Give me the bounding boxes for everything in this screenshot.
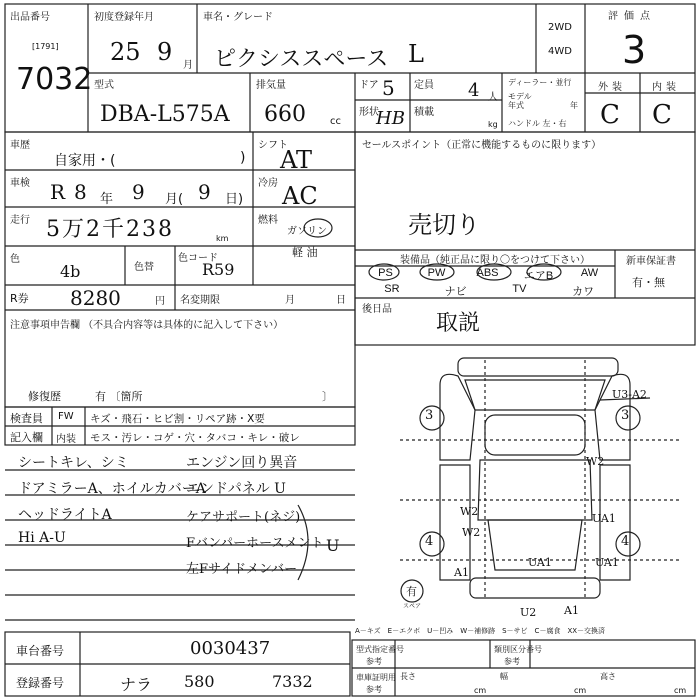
inspection-label: 車検 (10, 178, 30, 189)
after-label: 後日品 (362, 304, 392, 315)
chassis-label: 車台番号 (16, 644, 65, 658)
reg-num: 7332 (272, 672, 313, 691)
inspection-month-unit: 月( (165, 192, 184, 207)
diagram-mark-5: W2 (586, 455, 605, 468)
note-line-7: ケアサポート(ネジ) (186, 510, 301, 525)
cm-unit-3: cm (674, 686, 687, 695)
diagram-mark-9: UA1 (528, 556, 552, 569)
repair-close: 〕 (322, 390, 333, 403)
displacement-label: 排気量 (256, 80, 286, 91)
mileage-value: 5万2千238 (46, 217, 174, 242)
equipment-item: エアB (523, 270, 554, 282)
inspector-label-2: 記入欄 (10, 431, 43, 444)
lot-sub: [1791] (32, 42, 59, 51)
repair-label: 修復歴 (28, 390, 61, 403)
lot-number: 7032 (16, 62, 93, 97)
model-year-label: モデル年式 (508, 92, 532, 110)
sales-label: セールスポイント（正常に機能するものに限ります） (362, 140, 602, 151)
inspection-era: R (50, 180, 66, 204)
mileage-unit: km (216, 234, 229, 243)
note-line-1: シートキレ、シミ (18, 455, 129, 471)
reg-class: 580 (184, 672, 215, 691)
inspection-year: 8 (74, 180, 87, 204)
diagram-mark-4: 4 (621, 534, 630, 549)
exterior-grade: C (600, 100, 620, 130)
legend: A－キズ E－エクボ U－凹み W－補修跡 S－サビ C－腐食 XX－交換済 (355, 627, 606, 635)
equipment-item: TV (512, 283, 527, 295)
equipment-item: AW (580, 267, 599, 279)
inspection-year-unit: 年 (100, 192, 114, 207)
month-unit: 月 (183, 60, 193, 71)
repair-value: 有 〔箇所 (95, 390, 143, 403)
diagram-mark-3: 4 (425, 534, 434, 549)
diagram-mark-13: A1 (564, 604, 579, 617)
diagram-mark-1: 3 (425, 408, 434, 423)
dealer-label: ディーラー・並行 (508, 78, 572, 87)
notes-label: 注意事項申告欄 （不具合内容等は具体的に記入して下さい） (10, 320, 284, 331)
model-name: ピクシススペース (214, 47, 389, 72)
class-label: 類別区分番号 (494, 645, 542, 654)
diagram-mark-8: UA1 (592, 512, 616, 525)
cert-label: 車庫証明用 (356, 673, 396, 682)
warranty-label: 新車保証書 (626, 256, 676, 267)
displacement-value: 660 (264, 102, 306, 127)
note-line-4: Hi A-U (18, 530, 66, 546)
interior-grade: C (652, 100, 672, 130)
interior-check-label: 内装 (56, 434, 76, 445)
class-ref: 参考 (504, 657, 520, 666)
diagram-mark-7: W2 (462, 526, 481, 539)
note-line-8: Fバンパーホースメント (186, 536, 324, 551)
color-label: 色 (10, 254, 20, 265)
shift-label: シフト (258, 140, 288, 151)
recycle-label: R券 (10, 292, 29, 305)
door-label: ドア (359, 80, 379, 91)
after-value: 取説 (436, 311, 481, 336)
color-value: 4b (60, 262, 81, 281)
reg-year: 25 (110, 38, 141, 66)
shape-value: HB (376, 108, 405, 129)
note-line-5: エンジン回り異音 (186, 455, 298, 471)
color-change-label: 色替 (134, 262, 154, 273)
fw-text: キズ・飛石・ヒビ割・リペア跡・X要 (90, 413, 265, 425)
rename-month: 月 (285, 295, 295, 306)
door-value: 5 (382, 76, 395, 100)
reg-date-label: 初度登録年月 (94, 12, 154, 23)
height-label: 高さ (600, 672, 616, 681)
fuel-label: 燃料 (258, 215, 278, 226)
history-label: 車歴 (10, 140, 30, 151)
year-unit: 年 (570, 101, 578, 110)
type-value: DBA-L575A (100, 102, 230, 127)
diagram-mark-12: U2 (520, 606, 537, 619)
diagram-mark-6: W2 (460, 505, 479, 518)
inspection-day: 9 (198, 180, 211, 204)
ac-label: 冷房 (258, 178, 278, 189)
note-line-6: エンドパネル U (186, 481, 286, 497)
diagram-mark-10: UA1 (595, 556, 619, 569)
grade: L (408, 40, 424, 68)
diagram-mark-11: A1 (454, 566, 469, 579)
score-value: 3 (622, 28, 647, 72)
diagram-mark-14: U3-A2 (612, 388, 647, 401)
equipment-item: PS (378, 267, 393, 279)
type-label: 型式 (94, 80, 114, 91)
inspector-label-1: 検査員 (10, 412, 43, 425)
length-label: 長さ (400, 672, 416, 681)
design-label: 型式指定番号 (356, 645, 404, 654)
rename-day: 日 (336, 295, 346, 306)
equipment-item: SR (384, 283, 400, 295)
cert-ref: 参考 (366, 685, 382, 694)
drive-4wd: 4WD (548, 46, 572, 57)
spare-label: 有 (406, 585, 417, 598)
model-label: 車名・グレード (203, 12, 273, 23)
reg-month: 9 (157, 38, 173, 66)
note-line-9: 左Fサイドメンバー (186, 562, 298, 577)
fuel-gas: ガソリン (287, 226, 327, 237)
equipment-item: ABS (476, 267, 499, 279)
width-label: 幅 (500, 672, 508, 681)
ac-value: AC (282, 182, 318, 210)
bracket-mark: U (326, 536, 340, 555)
fuel-diesel: 軽 油 (292, 246, 318, 259)
design-ref: 参考 (366, 657, 382, 666)
equipment-item: カワ (572, 286, 595, 298)
handle-label: ハンドル 左・右 (508, 119, 567, 128)
displacement-unit: cc (330, 116, 341, 127)
inspection-day-unit: 日) (225, 192, 244, 207)
drive-2wd: 2WD (548, 22, 572, 33)
history-close: ) (240, 150, 246, 166)
exterior-label: 外装 (598, 82, 626, 93)
color-code: R59 (202, 260, 235, 279)
interior-label: 内装 (652, 82, 680, 93)
score-label: 評価点 (608, 11, 656, 22)
shape-label: 形状 (359, 107, 379, 118)
diagram-mark-2: 3 (621, 408, 630, 423)
inspection-month: 9 (132, 180, 145, 204)
history-value: 自家用・( (54, 153, 116, 169)
cm-unit-2: cm (574, 686, 587, 695)
recycle-unit: 円 (155, 296, 165, 307)
rename-label: 名変期限 (180, 295, 220, 306)
note-line-3: ヘッドライトA (18, 507, 112, 523)
shift-value: AT (280, 146, 313, 174)
capacity-value: 4 (468, 80, 480, 101)
cm-unit-1: cm (474, 686, 487, 695)
spare-sub: スペア (403, 603, 422, 610)
equipment-label: 装備品（純正品に限り〇をつけて下さい） (400, 255, 590, 266)
color-code-label: 色コード (178, 253, 218, 264)
fw-label: FW (58, 411, 74, 422)
mileage-label: 走行 (10, 215, 30, 226)
capacity-label: 定員 (414, 80, 434, 91)
reg-area: ナラ (120, 675, 153, 694)
weight-label: 積載 (414, 107, 434, 118)
interior-check-text: モス・汚レ・コゲ・穴・タバコ・キレ・破レ (90, 432, 300, 444)
reg-number-label: 登録番号 (16, 676, 65, 690)
warranty-value: 有・無 (632, 276, 665, 289)
equipment-item: PW (427, 267, 446, 279)
sales-note: 売切り (408, 211, 480, 239)
capacity-unit: 人 (488, 92, 498, 103)
recycle-value: 8280 (70, 286, 121, 310)
equipment-item: ナビ (444, 286, 467, 298)
chassis-value: 0030437 (190, 638, 271, 659)
lot-label: 出品番号 (10, 12, 50, 23)
note-line-2: ドアミラーA、ホイルカバーA (18, 481, 206, 497)
weight-unit: kg (488, 120, 498, 129)
